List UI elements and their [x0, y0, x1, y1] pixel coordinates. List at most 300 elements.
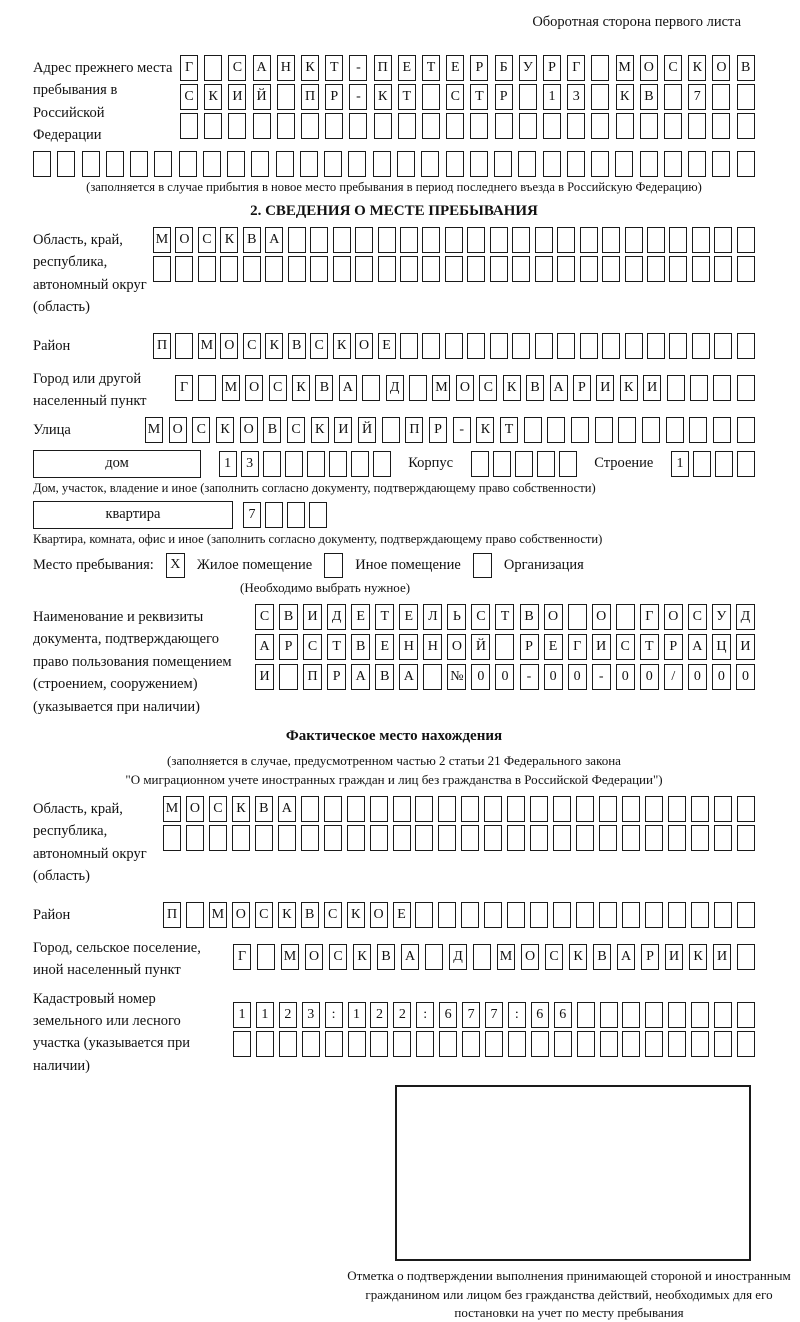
char-cell[interactable]: Т	[422, 55, 440, 81]
char-cell[interactable]: Е	[446, 55, 464, 81]
char-cell[interactable]	[422, 113, 440, 139]
char-cell[interactable]: В	[315, 375, 333, 401]
char-cell[interactable]	[422, 256, 440, 282]
char-cell[interactable]	[106, 151, 124, 177]
char-cell[interactable]: В	[520, 604, 539, 630]
char-cell[interactable]	[324, 151, 342, 177]
char-cell[interactable]	[186, 902, 204, 928]
char-cell[interactable]	[622, 796, 640, 822]
char-cell[interactable]: В	[288, 333, 306, 359]
char-cell[interactable]: К	[620, 375, 638, 401]
char-cell[interactable]: О	[305, 944, 323, 970]
char-cell[interactable]	[204, 113, 222, 139]
char-cell[interactable]	[737, 825, 755, 851]
char-cell[interactable]	[668, 825, 686, 851]
char-cell[interactable]: В	[640, 84, 658, 110]
char-cell[interactable]: В	[377, 944, 395, 970]
char-cell[interactable]: А	[265, 227, 283, 253]
char-cell[interactable]: С	[192, 417, 210, 443]
char-cell[interactable]: Т	[327, 634, 346, 660]
char-cell[interactable]: В	[351, 634, 370, 660]
char-cell[interactable]: 7	[243, 502, 261, 528]
char-cell[interactable]	[602, 227, 620, 253]
char-cell[interactable]: С	[198, 227, 216, 253]
char-cell[interactable]: И	[228, 84, 246, 110]
char-cell[interactable]: М	[145, 417, 163, 443]
char-cell[interactable]: Д	[449, 944, 467, 970]
char-cell[interactable]	[693, 451, 711, 477]
char-cell[interactable]	[600, 1002, 618, 1028]
char-cell[interactable]	[519, 84, 537, 110]
char-cell[interactable]	[712, 113, 730, 139]
char-cell[interactable]	[370, 796, 388, 822]
char-cell[interactable]: 0	[568, 664, 587, 690]
char-cell[interactable]	[227, 151, 245, 177]
char-cell[interactable]	[530, 902, 548, 928]
char-cell[interactable]: У	[712, 604, 731, 630]
char-cell[interactable]: К	[292, 375, 310, 401]
char-cell[interactable]: Л	[423, 604, 442, 630]
char-cell[interactable]	[591, 113, 609, 139]
char-cell[interactable]	[422, 84, 440, 110]
char-cell[interactable]: А	[351, 664, 370, 690]
char-cell[interactable]: У	[519, 55, 537, 81]
checkbox-residential[interactable]: X	[166, 553, 185, 578]
char-cell[interactable]	[512, 227, 530, 253]
char-cell[interactable]	[251, 151, 269, 177]
char-cell[interactable]: М	[163, 796, 181, 822]
char-cell[interactable]	[507, 825, 525, 851]
char-cell[interactable]	[512, 256, 530, 282]
char-cell[interactable]	[257, 944, 275, 970]
char-cell[interactable]	[576, 902, 594, 928]
char-cell[interactable]: И	[334, 417, 352, 443]
char-cell[interactable]: Т	[500, 417, 518, 443]
char-cell[interactable]	[714, 1002, 732, 1028]
char-cell[interactable]	[530, 825, 548, 851]
char-cell[interactable]: И	[255, 664, 274, 690]
char-cell[interactable]: В	[279, 604, 298, 630]
char-cell[interactable]	[265, 256, 283, 282]
char-cell[interactable]	[351, 451, 369, 477]
char-cell[interactable]	[568, 604, 587, 630]
char-cell[interactable]	[577, 1002, 595, 1028]
char-cell[interactable]	[179, 151, 197, 177]
char-cell[interactable]	[688, 151, 706, 177]
char-cell[interactable]: А	[253, 55, 271, 81]
char-cell[interactable]	[329, 451, 347, 477]
char-cell[interactable]	[559, 451, 577, 477]
char-cell[interactable]	[692, 256, 710, 282]
char-cell[interactable]	[324, 796, 342, 822]
char-cell[interactable]: Й	[253, 84, 271, 110]
char-cell[interactable]	[737, 256, 755, 282]
char-cell[interactable]: Н	[277, 55, 295, 81]
char-cell[interactable]	[615, 151, 633, 177]
char-cell[interactable]	[713, 417, 731, 443]
char-cell[interactable]: Й	[358, 417, 376, 443]
char-cell[interactable]: Е	[399, 604, 418, 630]
char-cell[interactable]: 2	[279, 1002, 297, 1028]
char-cell[interactable]	[301, 825, 319, 851]
char-cell[interactable]	[495, 113, 513, 139]
char-cell[interactable]	[737, 796, 755, 822]
char-cell[interactable]	[415, 796, 433, 822]
char-cell[interactable]	[307, 451, 325, 477]
char-cell[interactable]	[557, 333, 575, 359]
char-cell[interactable]	[664, 84, 682, 110]
char-cell[interactable]	[423, 664, 442, 690]
char-cell[interactable]	[518, 151, 536, 177]
char-cell[interactable]: Г	[175, 375, 193, 401]
char-cell[interactable]: М	[432, 375, 450, 401]
char-cell[interactable]	[664, 113, 682, 139]
char-cell[interactable]	[519, 113, 537, 139]
char-cell[interactable]	[397, 151, 415, 177]
char-cell[interactable]: С	[324, 902, 342, 928]
char-cell[interactable]	[580, 256, 598, 282]
char-cell[interactable]	[515, 451, 533, 477]
char-cell[interactable]	[737, 902, 755, 928]
char-cell[interactable]	[462, 1031, 480, 1057]
char-cell[interactable]: -	[592, 664, 611, 690]
char-cell[interactable]: Ц	[712, 634, 731, 660]
char-cell[interactable]	[647, 333, 665, 359]
char-cell[interactable]	[276, 151, 294, 177]
char-cell[interactable]: 2	[370, 1002, 388, 1028]
char-cell[interactable]	[467, 256, 485, 282]
char-cell[interactable]	[355, 256, 373, 282]
char-cell[interactable]	[198, 256, 216, 282]
char-cell[interactable]	[666, 417, 684, 443]
char-cell[interactable]: К	[569, 944, 587, 970]
char-cell[interactable]: Д	[736, 604, 755, 630]
char-cell[interactable]: К	[333, 333, 351, 359]
char-cell[interactable]	[393, 1031, 411, 1057]
char-cell[interactable]: 0	[544, 664, 563, 690]
char-cell[interactable]	[400, 227, 418, 253]
char-cell[interactable]	[355, 227, 373, 253]
char-cell[interactable]: 0	[640, 664, 659, 690]
char-cell[interactable]: М	[497, 944, 515, 970]
char-cell[interactable]: О	[640, 55, 658, 81]
char-cell[interactable]	[204, 55, 222, 81]
char-cell[interactable]: П	[301, 84, 319, 110]
char-cell[interactable]	[547, 417, 565, 443]
char-cell[interactable]	[645, 902, 663, 928]
char-cell[interactable]	[163, 825, 181, 851]
char-cell[interactable]	[348, 1031, 366, 1057]
char-cell[interactable]	[567, 113, 585, 139]
char-cell[interactable]: С	[303, 634, 322, 660]
char-cell[interactable]	[470, 151, 488, 177]
char-cell[interactable]: И	[643, 375, 661, 401]
char-cell[interactable]: 2	[393, 1002, 411, 1028]
char-cell[interactable]	[691, 825, 709, 851]
char-cell[interactable]	[243, 256, 261, 282]
char-cell[interactable]: 3	[302, 1002, 320, 1028]
char-cell[interactable]: В	[255, 796, 273, 822]
char-cell[interactable]	[557, 256, 575, 282]
char-cell[interactable]: Т	[375, 604, 394, 630]
char-cell[interactable]	[265, 502, 283, 528]
char-cell[interactable]	[438, 902, 456, 928]
char-cell[interactable]: В	[301, 902, 319, 928]
char-cell[interactable]	[57, 151, 75, 177]
char-cell[interactable]	[668, 796, 686, 822]
char-cell[interactable]: Р	[495, 84, 513, 110]
char-cell[interactable]: И	[592, 634, 611, 660]
char-cell[interactable]: К	[232, 796, 250, 822]
char-cell[interactable]	[595, 417, 613, 443]
char-cell[interactable]	[256, 1031, 274, 1057]
char-cell[interactable]	[576, 825, 594, 851]
char-cell[interactable]: С	[471, 604, 490, 630]
char-cell[interactable]: :	[508, 1002, 526, 1028]
char-cell[interactable]	[737, 1002, 755, 1028]
char-cell[interactable]	[642, 417, 660, 443]
char-cell[interactable]: К	[353, 944, 371, 970]
char-cell[interactable]: М	[616, 55, 634, 81]
char-cell[interactable]	[616, 604, 635, 630]
char-cell[interactable]: А	[278, 796, 296, 822]
char-cell[interactable]: 3	[241, 451, 259, 477]
char-cell[interactable]: К	[503, 375, 521, 401]
char-cell[interactable]	[714, 1031, 732, 1057]
char-cell[interactable]: -	[349, 55, 367, 81]
char-cell[interactable]	[409, 375, 427, 401]
char-cell[interactable]	[438, 796, 456, 822]
char-cell[interactable]	[602, 333, 620, 359]
char-cell[interactable]	[348, 151, 366, 177]
char-cell[interactable]	[493, 451, 511, 477]
char-cell[interactable]: К	[311, 417, 329, 443]
char-cell[interactable]	[277, 113, 295, 139]
char-cell[interactable]	[640, 151, 658, 177]
char-cell[interactable]: П	[405, 417, 423, 443]
char-cell[interactable]: К	[301, 55, 319, 81]
char-cell[interactable]: А	[401, 944, 419, 970]
char-cell[interactable]: 3	[567, 84, 585, 110]
char-cell[interactable]: Т	[325, 55, 343, 81]
char-cell[interactable]: Н	[399, 634, 418, 660]
char-cell[interactable]: В	[263, 417, 281, 443]
char-cell[interactable]	[690, 375, 708, 401]
char-cell[interactable]	[233, 1031, 251, 1057]
char-cell[interactable]	[422, 227, 440, 253]
char-cell[interactable]	[554, 1031, 572, 1057]
char-cell[interactable]: М	[209, 902, 227, 928]
char-cell[interactable]: О	[220, 333, 238, 359]
char-cell[interactable]: Д	[386, 375, 404, 401]
char-cell[interactable]	[82, 151, 100, 177]
char-cell[interactable]: И	[665, 944, 683, 970]
char-cell[interactable]	[618, 417, 636, 443]
char-cell[interactable]: Г	[567, 55, 585, 81]
char-cell[interactable]: В	[243, 227, 261, 253]
char-cell[interactable]	[664, 151, 682, 177]
char-cell[interactable]: -	[520, 664, 539, 690]
char-cell[interactable]	[446, 151, 464, 177]
char-cell[interactable]	[524, 417, 542, 443]
char-cell[interactable]: -	[349, 84, 367, 110]
char-cell[interactable]: :	[416, 1002, 434, 1028]
char-cell[interactable]	[737, 451, 755, 477]
char-cell[interactable]: Е	[393, 902, 411, 928]
char-cell[interactable]	[625, 227, 643, 253]
char-cell[interactable]: О	[240, 417, 258, 443]
char-cell[interactable]	[668, 1031, 686, 1057]
char-cell[interactable]: С	[446, 84, 464, 110]
char-cell[interactable]: 1	[233, 1002, 251, 1028]
char-cell[interactable]: В	[593, 944, 611, 970]
char-cell[interactable]	[591, 151, 609, 177]
char-cell[interactable]	[445, 333, 463, 359]
char-cell[interactable]	[279, 664, 298, 690]
char-cell[interactable]: Г	[568, 634, 587, 660]
char-cell[interactable]: А	[339, 375, 357, 401]
char-cell[interactable]	[669, 333, 687, 359]
char-cell[interactable]: Ь	[447, 604, 466, 630]
char-cell[interactable]: 0	[495, 664, 514, 690]
char-cell[interactable]: К	[220, 227, 238, 253]
char-cell[interactable]	[543, 151, 561, 177]
char-cell[interactable]: И	[303, 604, 322, 630]
char-cell[interactable]	[714, 333, 732, 359]
char-cell[interactable]: О	[712, 55, 730, 81]
char-cell[interactable]: Т	[470, 84, 488, 110]
char-cell[interactable]	[278, 825, 296, 851]
char-cell[interactable]: В	[375, 664, 394, 690]
char-cell[interactable]	[553, 825, 571, 851]
char-cell[interactable]: Т	[640, 634, 659, 660]
char-cell[interactable]	[416, 1031, 434, 1057]
char-cell[interactable]	[421, 151, 439, 177]
char-cell[interactable]: О	[355, 333, 373, 359]
char-cell[interactable]	[599, 825, 617, 851]
char-cell[interactable]: 1	[256, 1002, 274, 1028]
char-cell[interactable]: С	[269, 375, 287, 401]
char-cell[interactable]: С	[255, 902, 273, 928]
char-cell[interactable]: П	[153, 333, 171, 359]
char-cell[interactable]: 6	[531, 1002, 549, 1028]
char-cell[interactable]: Е	[351, 604, 370, 630]
char-cell[interactable]	[333, 256, 351, 282]
char-cell[interactable]: Р	[641, 944, 659, 970]
char-cell[interactable]: 1	[219, 451, 237, 477]
char-cell[interactable]	[461, 825, 479, 851]
char-cell[interactable]	[490, 256, 508, 282]
char-cell[interactable]	[175, 256, 193, 282]
char-cell[interactable]: Н	[423, 634, 442, 660]
char-cell[interactable]	[645, 1031, 663, 1057]
char-cell[interactable]	[347, 825, 365, 851]
char-cell[interactable]: 7	[688, 84, 706, 110]
char-cell[interactable]: А	[255, 634, 274, 660]
char-cell[interactable]	[691, 796, 709, 822]
char-cell[interactable]: 7	[462, 1002, 480, 1028]
char-cell[interactable]	[467, 333, 485, 359]
char-cell[interactable]	[669, 256, 687, 282]
char-cell[interactable]: К	[689, 944, 707, 970]
char-cell[interactable]	[309, 502, 327, 528]
char-cell[interactable]	[712, 84, 730, 110]
char-cell[interactable]	[232, 825, 250, 851]
char-cell[interactable]	[285, 451, 303, 477]
char-cell[interactable]	[567, 151, 585, 177]
char-cell[interactable]: Г	[640, 604, 659, 630]
char-cell[interactable]: К	[278, 902, 296, 928]
char-cell[interactable]	[714, 825, 732, 851]
char-cell[interactable]: А	[617, 944, 635, 970]
char-cell[interactable]: 1	[348, 1002, 366, 1028]
char-cell[interactable]	[577, 1031, 595, 1057]
char-cell[interactable]	[310, 256, 328, 282]
char-cell[interactable]	[580, 333, 598, 359]
char-cell[interactable]: 1	[543, 84, 561, 110]
char-cell[interactable]: И	[596, 375, 614, 401]
char-cell[interactable]	[692, 333, 710, 359]
char-cell[interactable]: И	[736, 634, 755, 660]
char-cell[interactable]: К	[265, 333, 283, 359]
char-cell[interactable]: Р	[573, 375, 591, 401]
char-cell[interactable]: С	[180, 84, 198, 110]
char-cell[interactable]	[186, 825, 204, 851]
char-cell[interactable]	[302, 1031, 320, 1057]
char-cell[interactable]	[198, 375, 216, 401]
char-cell[interactable]	[374, 113, 392, 139]
char-cell[interactable]	[512, 333, 530, 359]
char-cell[interactable]: 0	[736, 664, 755, 690]
char-cell[interactable]	[310, 227, 328, 253]
char-cell[interactable]: К	[374, 84, 392, 110]
char-cell[interactable]: 1	[671, 451, 689, 477]
char-cell[interactable]: :	[325, 1002, 343, 1028]
char-cell[interactable]	[130, 151, 148, 177]
char-cell[interactable]	[461, 796, 479, 822]
char-cell[interactable]	[737, 944, 755, 970]
char-cell[interactable]: Б	[495, 55, 513, 81]
char-cell[interactable]	[382, 417, 400, 443]
char-cell[interactable]: М	[198, 333, 216, 359]
char-cell[interactable]	[645, 796, 663, 822]
char-cell[interactable]	[485, 1031, 503, 1057]
char-cell[interactable]	[668, 902, 686, 928]
char-cell[interactable]	[622, 902, 640, 928]
char-cell[interactable]	[333, 227, 351, 253]
char-cell[interactable]: О	[521, 944, 539, 970]
char-cell[interactable]	[325, 1031, 343, 1057]
char-cell[interactable]	[535, 227, 553, 253]
char-cell[interactable]	[378, 256, 396, 282]
char-cell[interactable]	[445, 227, 463, 253]
char-cell[interactable]: 0	[712, 664, 731, 690]
char-cell[interactable]	[494, 151, 512, 177]
char-cell[interactable]	[557, 227, 575, 253]
char-cell[interactable]	[591, 84, 609, 110]
char-cell[interactable]: 0	[688, 664, 707, 690]
char-cell[interactable]	[473, 944, 491, 970]
char-cell[interactable]	[507, 902, 525, 928]
char-cell[interactable]	[714, 796, 732, 822]
char-cell[interactable]	[175, 333, 193, 359]
char-cell[interactable]	[640, 113, 658, 139]
char-cell[interactable]	[535, 333, 553, 359]
char-cell[interactable]	[484, 902, 502, 928]
char-cell[interactable]: С	[287, 417, 305, 443]
char-cell[interactable]	[669, 227, 687, 253]
char-cell[interactable]	[576, 796, 594, 822]
